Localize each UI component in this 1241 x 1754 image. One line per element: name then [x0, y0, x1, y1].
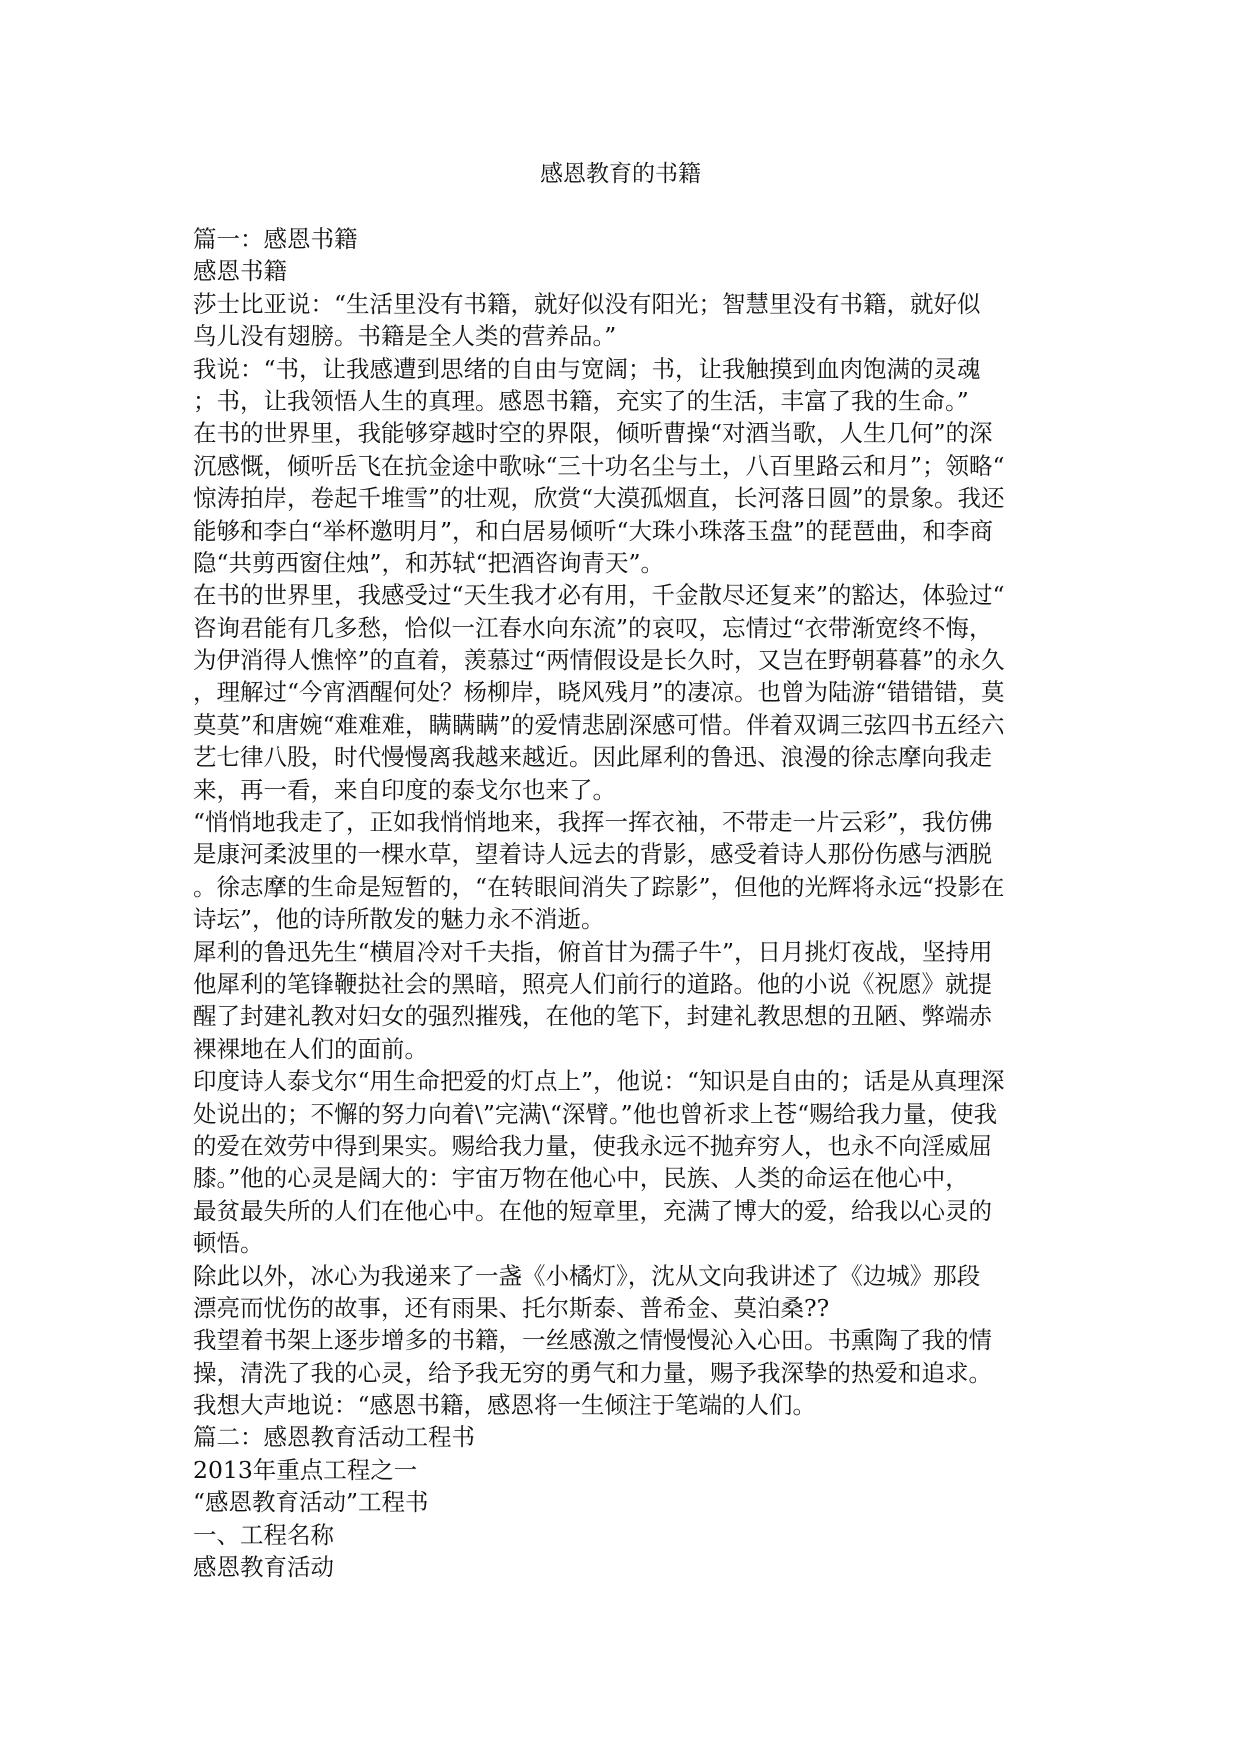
text-line: 莎士比亚说：“生活里没有书籍，就好似没有阳光；智慧里没有书籍，就好似: [193, 289, 981, 318]
text-line: 隐“共剪西窗住烛”，和苏轼“把酒咨询青天”。: [193, 548, 665, 577]
text-line: 醒了封建礼教对妇女的强烈摧残，在他的笔下，封建礼教思想的丑陋、弊端赤: [193, 1002, 992, 1031]
text-line: 篇二：感恩教育活动工程书: [193, 1423, 475, 1452]
text-line: “悄悄地我走了，正如我悄悄地来，我挥一挥衣袖，不带走一片云彩”，我仿佛: [193, 808, 993, 837]
text-line: 膝。”他的心灵是阔大的：宇宙万物在他心中，民族、人类的命运在他心中，: [193, 1164, 969, 1193]
text-line: 2013年重点工程之一: [193, 1455, 418, 1484]
text-line: 咨询君能有几多愁，恰似一江春水向东流”的哀叹，忘情过“衣带渐宽终不悔，: [193, 613, 993, 642]
text-line: 印度诗人泰戈尔“用生命把爱的灯点上”，他说：“知识是自由的；话是从真理深: [193, 1067, 1005, 1096]
text-line: 感恩书籍: [193, 257, 287, 286]
text-line: 能够和李白“举杯邀明月”，和白居易倾听“大珠小珠落玉盘”的琵琶曲，和李商: [193, 516, 994, 545]
text-line: 的爱在效劳中得到果实。赐给我力量，使我永远不抛弃穷人，也永不向淫威屈: [193, 1131, 992, 1160]
text-line: 沉感慨，倾听岳飞在抗金途中歌咏“三十功名尘与土，八百里路云和月”；领略“: [193, 451, 1005, 480]
text-line: 我说：“书，让我感遭到思绪的自由与宽阔；书，让我触摸到血肉饱满的灵魂: [193, 354, 981, 383]
text-line: “感恩教育活动”工程书: [193, 1488, 429, 1517]
text-line: 来，再一看，来自印度的泰戈尔也来了。: [193, 775, 616, 804]
text-line: 在书的世界里，我能够穿越时空的界限，倾听曹操“对酒当歌，人生几何”的深: [193, 419, 993, 448]
text-line: 惊涛拍岸，卷起千堆雪”的壮观，欣赏“大漠孤烟直，长河落日圆”的景象。我还: [193, 484, 1005, 513]
text-line: 篇一：感恩书籍: [193, 225, 358, 253]
text-line: 处说出的；不懈的努力向着\”完满\“深臂。”他也曾祈求上苍“赐给我力量，使我: [193, 1099, 998, 1128]
text-line: ，理解过“今宵酒醒何处？杨柳岸，晓风残月”的凄凉。也曾为陆游“错错错，莫: [193, 678, 1005, 707]
text-line: 为伊消得人憔悴”的直着，羡慕过“两情假设是长久时，又岂在野朝暮暮”的永久: [193, 646, 1005, 675]
text-line: 最贫最失所的人们在他心中。在他的短章里，充满了博大的爱，给我以心灵的: [193, 1196, 992, 1225]
text-line: ；书，让我领悟人生的真理。感恩书籍，充实了的生活，丰富了我的生命。”: [193, 386, 969, 415]
text-line: 犀利的鲁迅先生“横眉冷对千夫指，俯首甘为孺子牛”，日月挑灯夜战，坚持用: [193, 937, 993, 966]
text-line: 一、工程名称: [193, 1520, 334, 1549]
text-line: 操，清洗了我的心灵，给予我无穷的勇气和力量，赐予我深挚的热爱和追求。: [193, 1358, 992, 1387]
text-line: 是康河柔波里的一棵水草，望着诗人远去的背影，感受着诗人那份伤感与洒脱: [193, 840, 992, 869]
text-line: 他犀利的笔锋鞭挞社会的黑暗，照亮人们前行的道路。他的小说《祝愿》就提: [193, 969, 992, 998]
document-title: 感恩教育的书籍: [540, 161, 701, 187]
text-line: 除此以外，冰心为我递来了一盏《小橘灯》，沈从文向我讲述了《边城》那段: [193, 1261, 981, 1290]
text-line: 艺七律八股，时代慢慢离我越来越近。因此犀利的鲁迅、浪漫的徐志摩向我走: [193, 743, 992, 772]
text-line: 诗坛”，他的诗所散发的魅力永不消逝。: [193, 905, 605, 934]
text-line: 感恩教育活动: [193, 1553, 334, 1582]
text-line: 在书的世界里，我感受过“天生我才必有用，千金散尽还复来”的豁达，体验过“: [193, 581, 1005, 610]
text-line: 莫莫”和唐婉“难难难，瞒瞒瞒”的爱情悲剧深感可惜。伴着双调三弦四书五经六: [193, 710, 1005, 739]
text-line: 漂亮而忧伤的故事，还有雨果、托尔斯泰、普希金、莫泊桑??: [193, 1293, 830, 1322]
document-body: [193, 223, 1053, 1583]
text-line: 裸裸地在人们的面前。: [193, 1034, 428, 1063]
text-line: 顿悟。: [193, 1229, 264, 1258]
text-line: 鸟儿没有翅膀。书籍是全人类的营养品。”: [193, 322, 617, 351]
text-line: 我想大声地说：“感恩书籍，感恩将一生倾注于笔端的人们。: [193, 1391, 817, 1420]
text-line: 我望着书架上逐步增多的书籍，一丝感激之情慢慢沁入心田。书熏陶了我的情: [193, 1326, 992, 1355]
text-line: 。徐志摩的生命是短暂的，“在转眼间消失了踪影”，但他的光辉将永远“投影在: [193, 872, 1005, 901]
